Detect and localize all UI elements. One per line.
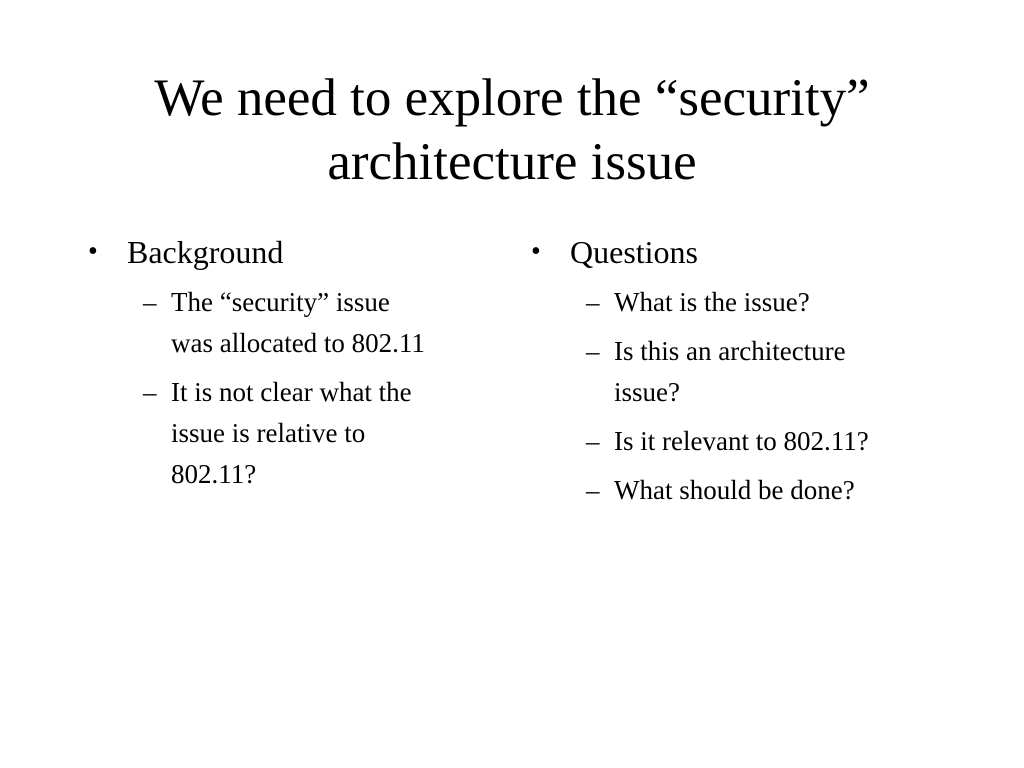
- sub-item-line: issue is relative to: [171, 418, 366, 448]
- background-subitems: [88, 282, 488, 495]
- bullet-icon: •: [88, 236, 98, 267]
- left-column: [88, 228, 488, 503]
- sub-item-line: What should be done?: [614, 475, 855, 505]
- sub-item: [586, 470, 931, 511]
- sub-item-line: The “security” issue: [171, 287, 390, 317]
- sub-item-line: Is it relevant to 802.11?: [614, 426, 869, 456]
- bullet-icon: •: [531, 236, 541, 267]
- right-column: [531, 228, 931, 519]
- sub-item: [586, 282, 931, 323]
- dash-icon: –: [143, 377, 157, 407]
- dash-icon: –: [586, 475, 600, 505]
- slide-title: [60, 66, 964, 194]
- dash-icon: –: [586, 336, 600, 366]
- sub-item-line: was allocated to 802.11: [171, 328, 425, 358]
- bullet-questions: [531, 228, 931, 276]
- sub-item-line: Is this an architecture: [614, 336, 846, 366]
- dash-icon: –: [586, 287, 600, 317]
- dash-icon: –: [586, 426, 600, 456]
- sub-item-line: issue?: [614, 377, 680, 407]
- sub-item: [586, 421, 931, 462]
- bullet-heading-questions: Questions: [570, 234, 698, 270]
- bullet-background: [88, 228, 488, 276]
- sub-item: [586, 331, 931, 413]
- sub-item: [143, 282, 488, 364]
- questions-subitems: [531, 282, 931, 511]
- sub-item: [143, 372, 488, 495]
- title-line-2: architecture issue: [327, 133, 697, 191]
- sub-item-line: What is the issue?: [614, 287, 810, 317]
- bullet-heading-background: Background: [127, 234, 284, 270]
- title-line-1: We need to explore the “security”: [154, 69, 870, 127]
- sub-item-line: It is not clear what the: [171, 377, 412, 407]
- dash-icon: –: [143, 287, 157, 317]
- sub-item-line: 802.11?: [171, 459, 257, 489]
